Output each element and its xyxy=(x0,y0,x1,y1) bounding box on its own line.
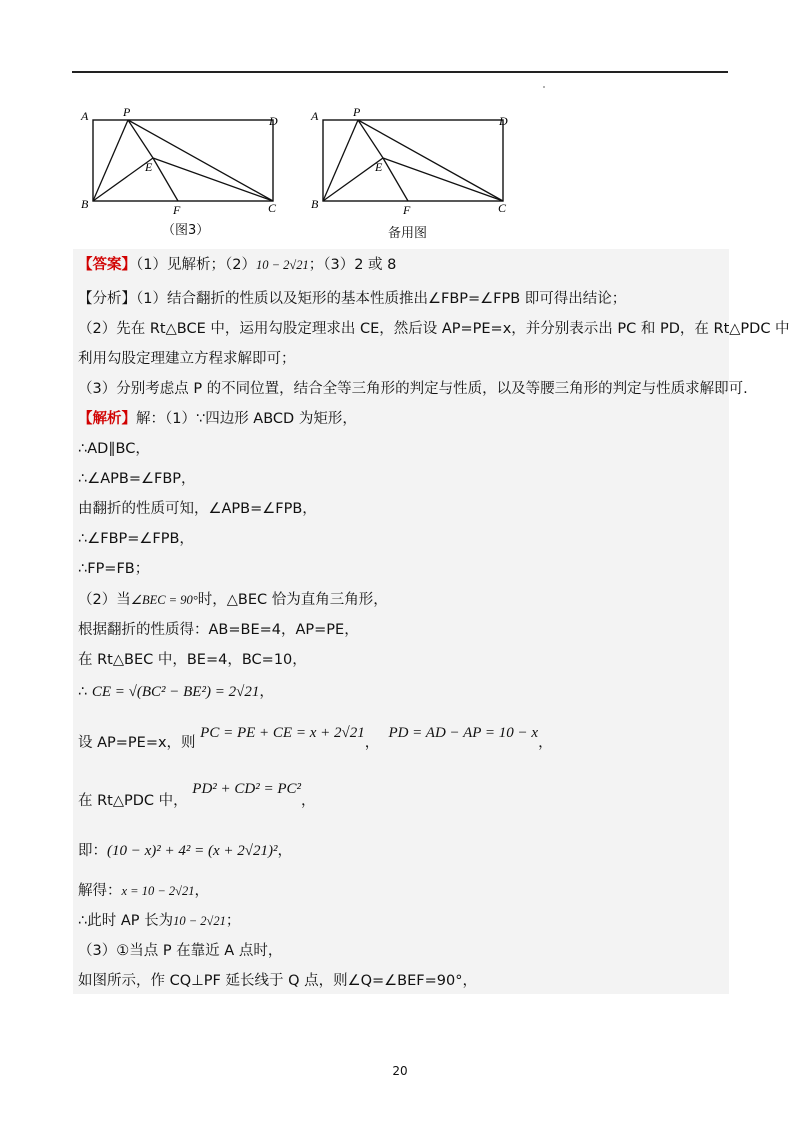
segment-ec xyxy=(383,158,503,201)
solution-l7-suffix: 时，△BEC 恰为直角三角形， xyxy=(197,592,388,608)
analysis-line-3: 利用勾股定理建立方程求解即可； xyxy=(78,351,296,367)
solution-panel xyxy=(73,249,790,994)
label-b: B xyxy=(81,197,89,211)
figure-3 xyxy=(78,100,288,238)
solution-line-16: （3）①当点 P 在靠近 A 点时， xyxy=(78,943,283,959)
figure-backup xyxy=(308,100,518,241)
solution-line-3: ∴∠APB=∠FBP， xyxy=(78,471,196,487)
formula-angle-bec: ∠BEC = 90° xyxy=(130,593,198,607)
solution-line-10 xyxy=(78,682,274,702)
analysis-line-2: （2）先在 Rt△BCE 中，运用勾股定理求出 CE，然后设 AP=PE=x，并分别表示出 PC 和 PD，在 Rt△PDC 中 xyxy=(78,321,790,337)
solution-line-2: ∴AD∥BC， xyxy=(78,441,150,457)
solution-l15-prefix: ∴此时 AP 长为 xyxy=(78,913,174,929)
label-p: P xyxy=(353,105,361,119)
solution-l12-prefix: 在 Rt△PDC 中， xyxy=(78,793,188,809)
solution-l14-suffix: ， xyxy=(194,883,210,899)
solution-line-8: 根据翻折的性质得：AB=BE=4，AP=PE， xyxy=(78,622,359,638)
solution-line-4: 由翻折的性质可知，∠APB=∠FPB， xyxy=(78,501,317,517)
header-rule xyxy=(72,71,728,73)
solution-l10-suffix: ， xyxy=(259,684,274,700)
solution-l11-prefix: 设 AP=PE=x，则 xyxy=(78,735,196,751)
formula-pythagoras-pdc: PD² + CD² = PC² xyxy=(192,781,302,797)
solution-l15-suffix: ； xyxy=(225,913,241,929)
answer-line xyxy=(78,255,396,275)
analysis-line-4: （3）分别考虑点 P 的不同位置，结合全等三角形的判定与性质，以及等腰三角形的判定与性质求解即可. xyxy=(78,381,748,397)
segment-pe xyxy=(358,120,383,158)
analysis-text-1: （1）结合翻折的性质以及矩形的基本性质推出∠FBP=∠FPB 即可得出结论； xyxy=(136,291,627,307)
solution-line-11 xyxy=(78,725,553,753)
label-d: D xyxy=(269,114,278,128)
solution-line-5: ∴∠FBP=∠FPB， xyxy=(78,531,194,547)
rectangle-abcd xyxy=(93,120,273,201)
therefore-symbol: ∴ xyxy=(78,684,88,700)
solution-line-7 xyxy=(78,590,388,610)
label-f: F xyxy=(173,203,181,217)
label-b: B xyxy=(311,197,319,211)
answer-part1: （1）见解析；（2） xyxy=(136,257,256,273)
solution-l13-suffix: ， xyxy=(277,843,293,859)
solution-line-12 xyxy=(78,781,316,811)
label-c: C xyxy=(498,201,507,215)
stray-dot xyxy=(543,86,545,88)
solution-tag: 【解析】 xyxy=(78,411,136,427)
solution-line-9: 在 Rt△BEC 中，BE=4，BC=10， xyxy=(78,652,307,668)
label-e: E xyxy=(375,160,383,174)
solution-l11-comma: ， xyxy=(364,735,380,751)
label-a: A xyxy=(311,109,319,123)
segment-ec xyxy=(153,158,273,201)
page-number: 20 xyxy=(392,1064,408,1078)
label-f: F xyxy=(403,203,411,217)
solution-line-15 xyxy=(78,911,240,931)
solution-l13-prefix: 即： xyxy=(78,843,107,859)
solution-l12-suffix: ， xyxy=(301,793,316,809)
figure-backup-diagram xyxy=(308,100,518,215)
formula-pc: PC = PE + CE = x + 2√21 xyxy=(200,725,365,741)
solution-text-1: 解：（1）∵四边形 ABCD 为矩形， xyxy=(136,411,357,427)
answer-tag: 【答案】 xyxy=(78,257,136,273)
answer-value-1: 10 − 2√21 xyxy=(255,258,309,272)
figure-backup-caption: 备用图 xyxy=(388,226,428,241)
analysis-line-1 xyxy=(78,289,626,309)
label-a: A xyxy=(81,109,89,123)
segment-pe xyxy=(128,120,153,158)
formula-pd: PD = AD − AP = 10 − x xyxy=(388,725,539,741)
label-e: E xyxy=(145,160,153,174)
rectangle-abcd xyxy=(323,120,503,201)
solution-line-14 xyxy=(78,881,209,901)
segment-ef xyxy=(383,158,408,201)
solution-line-13 xyxy=(78,841,292,861)
formula-equation: (10 − x)² + 4² = (x + 2√21)² xyxy=(107,843,278,859)
solution-l11-suffix: ， xyxy=(538,735,553,751)
formula-ap-value: 10 − 2√21 xyxy=(173,914,226,928)
label-c: C xyxy=(268,201,277,215)
analysis-tag: 【分析】 xyxy=(78,291,136,307)
answer-part2: ；（3）2 或 8 xyxy=(308,257,397,273)
figure-3-diagram xyxy=(78,100,288,215)
formula-x-solution: x = 10 − 2√21 xyxy=(121,884,195,898)
solution-l14-prefix: 解得： xyxy=(78,883,122,899)
solution-l7-prefix: （2）当 xyxy=(78,592,131,608)
formula-ce: CE = √(BC² − BE²) = 2√21 xyxy=(91,684,260,700)
solution-line-1 xyxy=(78,409,357,429)
label-d: D xyxy=(499,114,508,128)
segment-ef xyxy=(153,158,178,201)
label-p: P xyxy=(123,105,131,119)
solution-line-6: ∴FP=FB； xyxy=(78,561,150,577)
figure-3-caption: （图3） xyxy=(162,223,210,238)
solution-line-17: 如图所示，作 CQ⊥PF 延长线于 Q 点，则∠Q=∠BEF=90°， xyxy=(78,973,477,989)
